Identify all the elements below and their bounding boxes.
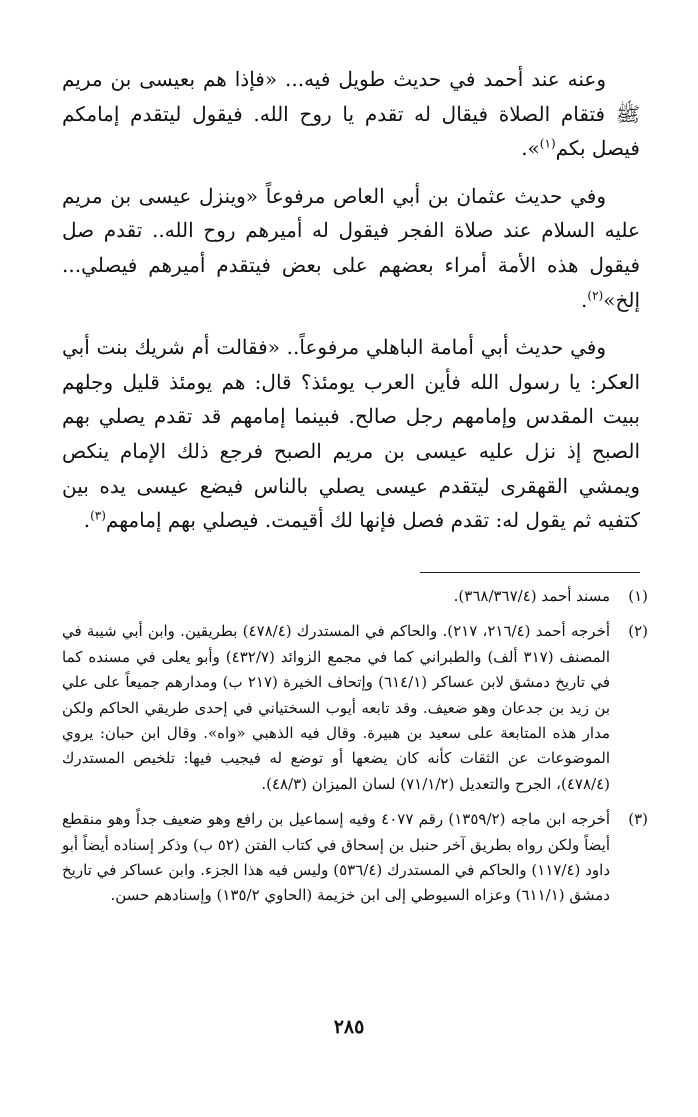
page-number: ٢٨٥ <box>333 1016 365 1038</box>
footnote-divider <box>420 572 640 573</box>
footnote-1 <box>62 584 648 609</box>
paragraph-1-text: وعنه عند أحمد في حديث طويل فيه... «فإذا هم بعيسى بن مريم ﷺ فتقام الصلاة فيقال له تقدم يا روح الله. فيقول ليتقدم إمامكم فيصل بكم <box>62 67 640 161</box>
footnote-number: (١) <box>628 587 648 605</box>
paragraph-2-tail: . <box>581 287 588 312</box>
paragraph-3-tail: . <box>83 508 91 533</box>
footnote-text: أخرجه أحمد (٢١٦/٤، ٢١٧). والحاكم في المستدرك (٤٧٨/٤) بطريقين. وابن أبي شيبة في المصنف (٣١٧ ألف) والطبراني كما في مجمع الزوائد (٤٣٢/٧) وأبو يعلى في مسنده كما في تاريخ دمشق لابن عساكر (٦١٤/١) وإتحاف الخيرة (٢١٧ ب) ومدارهم جميعاً على علي بن زيد بن جدعان وهو ضعيف. وقد تابعه أيوب السختياني في إحدى طريقي الحاكم ولكن مدار هذه المتابعة على سعيد بن هبيرة. وقال فيه الذهبي «واه». وقال ابن حبان: يروي الموضوعات عن الثقات كأنه كان يضعها أو توضع له فيجيب فيها: تلخيص المستدرك (٤٧٨/٤)، الجرح والتعديل (٧١/١/٢) لسان الميزان (٤٨/٣). <box>62 622 611 793</box>
footnote-2 <box>62 619 648 797</box>
main-text <box>62 62 640 538</box>
footnote-text: مسند أحمد (٣٦٨/٣٦٧/٤). <box>453 587 610 605</box>
footnote-3 <box>62 807 648 909</box>
footnote-number: (٣) <box>628 810 648 829</box>
footnote-ref-3: (٣) <box>90 508 106 523</box>
footnote-text: أخرجه ابن ماجه (١٣٥٩/٢) رقم ٤٠٧٧ وفيه إسماعيل بن رافع وهو ضعيف جداً وهو منقطع أيضاً ولكن رواه بطريق آخر حنبل بن إسحاق في كتاب الفتن (٥٢ ب) وذكر إسناده أيضاً أبو داود (١١٧/٤) والحاكم في المستدرك (٥٣٦/٤) وليس فيه هذا الجزء. وابن عساكر في تاريخ دمشق (٦١١/١) وعزاه السيوطي إلى ابن خزيمة (الحاوي ١٣٥/٢) وإسنادهم حسن. <box>62 810 611 905</box>
footnote-number: (٢) <box>628 622 648 641</box>
paragraph-2-text: وفي حديث عثمان بن أبي العاص مرفوعاً «وينزل عيسى بن مريم عليه السلام عند صلاة الفجر فيقول له أميرهم روح الله.. تقدم صل فيقول هذه الأمة أمراء بعضهم على بعض فيتقدم أميرهم فيصلي... إلخ» <box>62 183 640 312</box>
paragraph-2 <box>62 179 640 317</box>
paragraph-3 <box>62 330 640 538</box>
paragraph-1-tail: ». <box>521 136 540 161</box>
paragraph-1 <box>62 62 640 166</box>
paragraph-3-text: وفي حديث أبي أمامة الباهلي مرفوعاً.. «فقالت أم شريك بنت أبي العكر: يا رسول الله فأين العرب يومئذ؟ قال: هم يومئذ قليل وجلهم ببيت المقدس وإمامهم رجل صالح. فبينما إمامهم قد تقدم يصلي بهم الصبح إذ نزل عليه عيسى بن مريم الصبح فرجع ذلك الإمام ينكص ويمشي القهقرى ليتقدم عيسى يصلي بالناس فيضع عيسى يده بين كتفيه ثم يقول له: تقدم فصل فإنها لك أقيمت. فيصلي بهم إمامهم <box>62 335 640 533</box>
footnote-ref-1: (١) <box>539 136 556 151</box>
footnotes <box>62 584 648 909</box>
footnote-ref-2: (٢) <box>587 287 604 302</box>
